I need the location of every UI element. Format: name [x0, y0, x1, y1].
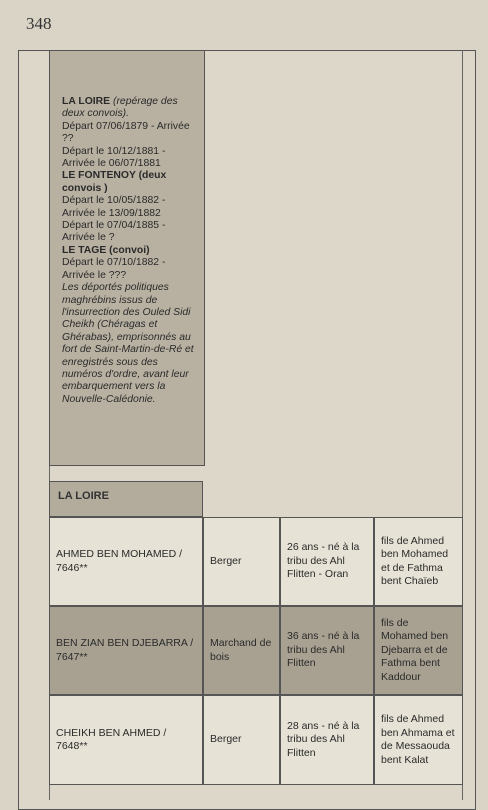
name-cell: AHMED BEN MOHAMED / 7646**: [49, 517, 203, 606]
table-row: [49, 517, 463, 606]
job-cell: Berger: [203, 695, 280, 785]
age-cell: 28 ans - né à la tribu des Ahl Flitten: [280, 695, 374, 785]
job-cell: Marchand de bois: [203, 606, 280, 695]
table-row: [49, 606, 463, 695]
age-cell: 26 ans - né à la tribu des Ahl Flitten - Oran: [280, 517, 374, 606]
convoy-note: (repérage des deux convois).: [62, 96, 178, 120]
parents-cell: fils de Ahmed ben Mohamed et de Fathma bent Chaïeb: [374, 517, 463, 606]
name-cell: CHEIKH BEN AHMED / 7648**: [49, 695, 203, 785]
name-cell: BEN ZIAN BEN DJEBARRA / 7647**: [49, 606, 203, 695]
convoy-line: Départ le 07/10/1882 - Arrivée le ???: [62, 257, 166, 281]
convoy-title: LE TAGE (convoi): [62, 244, 150, 256]
section-header: LA LOIRE: [49, 481, 203, 517]
convoy-line: Départ le 07/04/1885 - Arrivée le ?: [62, 220, 166, 244]
parents-cell: fils de Ahmed ben Ahmama et de Messaouda bent Kalat: [374, 695, 463, 785]
table-row: [49, 695, 463, 785]
job-cell: Berger: [203, 517, 280, 606]
convoy-line: Départ le 10/12/1881 - Arrivée le 06/07/1881: [62, 145, 166, 170]
page-number: 348: [26, 14, 52, 33]
convoy-line: Départ 07/06/1879 - Arrivée ??: [62, 120, 190, 145]
convoy-title: LA LOIRE: [62, 96, 111, 107]
convoy-description: Les déportés politiques maghrébins issus de l'insurrection des Ouled Sidi Cheikh (Chéragas et Ghérabas), emprisonnés au fort de Saint-Martin-de-Ré et enregistrés sous des numéros d'ordre, avant leur embarquement vers la Nouvelle-Calédonie.: [62, 282, 194, 405]
convoy-title: LE FONTENOY (deux convois ): [62, 170, 167, 194]
parents-cell: fils de Mohamed ben Djebarra et de Fathma bent Kaddour: [374, 606, 463, 695]
convoy-info-cell: [49, 50, 205, 466]
convoy-line: Départ le 10/05/1882 - Arrivée le 13/09/1882: [62, 195, 166, 219]
age-cell: 36 ans - né à la tribu des Ahl Flitten: [280, 606, 374, 695]
